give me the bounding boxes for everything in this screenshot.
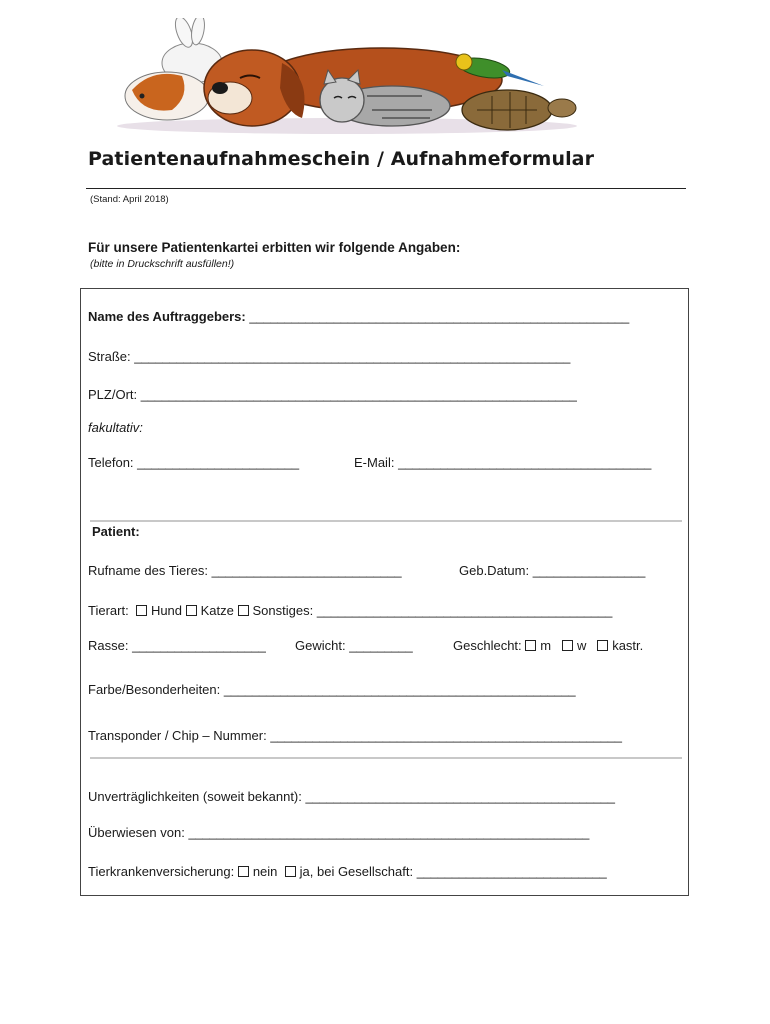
pet-name-field[interactable]: ___________________________: [211, 563, 402, 578]
animal-logo-illustration: [112, 18, 582, 136]
female-checkbox[interactable]: [562, 640, 573, 651]
weight-label: Gewicht:: [295, 638, 346, 653]
zip-city-row: [88, 387, 577, 402]
zip-city-field[interactable]: ______________________________________________________________: [140, 387, 577, 402]
pet-name-row: [88, 563, 401, 578]
breed-field[interactable]: ___________________: [132, 638, 266, 653]
neutered-label: kastr.: [612, 638, 644, 653]
other-species-field[interactable]: __________________________________________: [316, 603, 613, 618]
intolerance-row: [88, 789, 615, 804]
owner-name-label: Name des Auftraggebers:: [88, 309, 246, 324]
male-checkbox[interactable]: [525, 640, 536, 651]
dog-checkbox[interactable]: [136, 605, 147, 616]
insurance-yes-label: ja, bei Gesellschaft:: [299, 864, 414, 879]
pet-name-label: Rufname des Tieres:: [88, 563, 208, 578]
intro-instruction: (bitte in Druckschrift ausfüllen!): [90, 258, 235, 270]
sex-row: [453, 638, 643, 653]
referral-field[interactable]: _________________________________________________________: [188, 825, 590, 840]
weight-field[interactable]: _________: [349, 638, 413, 653]
neutered-checkbox[interactable]: [597, 640, 608, 651]
species-label: Tierart:: [88, 603, 129, 618]
color-row: [88, 682, 575, 697]
intolerance-field[interactable]: ____________________________________________: [305, 789, 615, 804]
phone-row: [88, 455, 299, 470]
birthdate-row: [459, 563, 645, 578]
form-box: [80, 288, 689, 896]
insurance-row: [88, 864, 607, 879]
owner-name-field[interactable]: ______________________________________________________: [249, 309, 629, 324]
birthdate-field[interactable]: ________________: [532, 563, 646, 578]
phone-field[interactable]: _______________________: [137, 455, 299, 470]
patient-heading: Patient:: [92, 524, 140, 539]
weight-row: [295, 638, 412, 653]
insurance-no-checkbox[interactable]: [238, 866, 249, 877]
breed-label: Rasse:: [88, 638, 129, 653]
cat-label: Katze: [200, 603, 234, 618]
zip-city-label: PLZ/Ort:: [88, 387, 138, 402]
insurance-label: Tierkrankenversicherung:: [88, 864, 235, 879]
street-label: Straße:: [88, 349, 131, 364]
street-row: [88, 349, 570, 364]
owner-name-row: [88, 309, 629, 324]
female-label: w: [576, 638, 587, 653]
title-divider: [86, 188, 686, 189]
version-date: (Stand: April 2018): [90, 194, 169, 205]
section-divider-patient: [90, 520, 682, 522]
breed-row: [88, 638, 266, 653]
insurance-company-field[interactable]: ___________________________: [416, 864, 607, 879]
chip-label: Transponder / Chip – Nummer:: [88, 728, 267, 743]
other-species-checkbox[interactable]: [238, 605, 249, 616]
insurance-yes-checkbox[interactable]: [285, 866, 296, 877]
dog-label: Hund: [150, 603, 183, 618]
birthdate-label: Geb.Datum:: [459, 563, 530, 578]
intolerance-label: Unverträglichkeiten (soweit bekannt):: [88, 789, 302, 804]
sex-label: Geschlecht:: [453, 638, 522, 653]
street-field[interactable]: ______________________________________________________________: [134, 349, 571, 364]
referral-label: Überwiesen von:: [88, 825, 185, 840]
color-label: Farbe/Besonderheiten:: [88, 682, 221, 697]
page-title: Patientenaufnahmeschein / Aufnahmeformular: [88, 148, 595, 170]
chip-row: [88, 728, 622, 743]
color-field[interactable]: __________________________________________________: [223, 682, 576, 697]
optional-label: fakultativ:: [88, 420, 143, 435]
referral-row: [88, 825, 589, 840]
phone-label: Telefon:: [88, 455, 134, 470]
chip-field[interactable]: __________________________________________________: [270, 728, 622, 743]
email-label: E-Mail:: [354, 455, 395, 470]
male-label: m: [540, 638, 552, 653]
species-row: [88, 603, 612, 618]
section-divider-other: [90, 757, 682, 759]
insurance-no-label: nein: [252, 864, 278, 879]
cat-checkbox[interactable]: [186, 605, 197, 616]
email-field[interactable]: ____________________________________: [398, 455, 652, 470]
other-species-label: Sonstiges:: [252, 603, 314, 618]
email-row: [354, 455, 651, 470]
intro-heading: Für unsere Patientenkartei erbitten wir folgende Angaben:: [88, 240, 461, 255]
